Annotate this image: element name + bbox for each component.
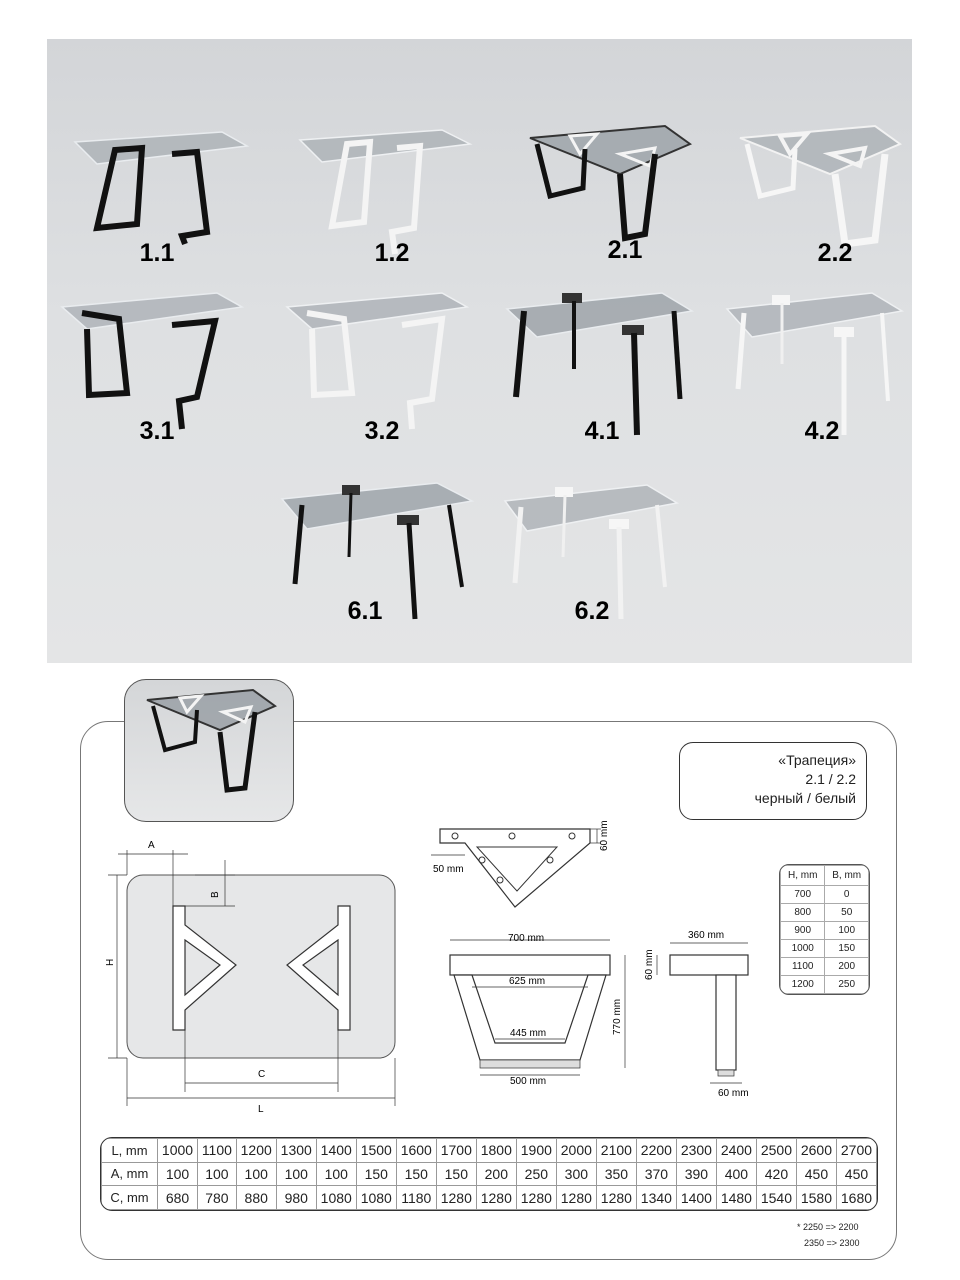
size-cell: 1400 (316, 1139, 356, 1163)
table-model-1-1[interactable] (57, 124, 257, 299)
size-cell: 150 (436, 1162, 476, 1186)
size-cell: 1400 (676, 1186, 716, 1210)
frame-dim-700: 700 mm (508, 933, 545, 944)
table-row (781, 940, 869, 958)
size-cell: 1280 (436, 1186, 476, 1210)
side-dim-60-bottom: 60 mm (718, 1088, 749, 1099)
model-label: 4.1 (584, 417, 620, 445)
hb-cell: 1000 (781, 940, 825, 958)
hb-grid (780, 865, 869, 994)
frame-dim-625: 625 mm (509, 976, 546, 987)
size-cell: 1280 (596, 1186, 636, 1210)
size-cell: 1300 (276, 1139, 316, 1163)
size-cell: 1480 (716, 1186, 756, 1210)
size-cell: 2300 (676, 1139, 716, 1163)
size-cell: 1700 (436, 1139, 476, 1163)
product-colors: черный / белый (754, 790, 856, 806)
hb-cell: 800 (781, 904, 825, 922)
hb-cell: 0 (825, 886, 869, 904)
table-row (781, 904, 869, 922)
side-dim-360: 360 mm (688, 930, 725, 941)
table-1-1-illustration (57, 124, 257, 299)
product-codes: 2.1 / 2.2 (805, 771, 856, 787)
size-row-head: L, mm (102, 1139, 158, 1163)
size-cell: 1500 (356, 1139, 396, 1163)
label-b: B (210, 891, 221, 898)
table-2-1-illustration (525, 124, 725, 299)
label-a: A (148, 840, 155, 851)
table-model-1-2[interactable] (292, 124, 492, 299)
frame-side-view-drawing (640, 925, 760, 1105)
size-cell: 980 (276, 1186, 316, 1210)
hb-cell: 900 (781, 922, 825, 940)
model-label: 1.1 (139, 239, 175, 267)
size-cell: 1280 (516, 1186, 556, 1210)
size-cell: 450 (796, 1162, 836, 1186)
size-cell: 300 (556, 1162, 596, 1186)
size-cell: 100 (198, 1162, 237, 1186)
size-cell: 1280 (476, 1186, 516, 1210)
model-label: 4.2 (804, 417, 840, 445)
size-cell: 450 (836, 1162, 876, 1186)
footnote-1: * 2250 => 2200 (797, 1222, 859, 1232)
model-label: 2.2 (817, 239, 853, 267)
size-cell: 390 (676, 1162, 716, 1186)
size-cell: 780 (198, 1186, 237, 1210)
size-cell: 100 (276, 1162, 316, 1186)
size-cell: 1900 (516, 1139, 556, 1163)
table-1-2-illustration (292, 124, 492, 299)
size-cell: 880 (236, 1186, 276, 1210)
product-name: «Трапеция» (778, 752, 856, 768)
plate-dim-50: 50 mm (433, 864, 464, 875)
hb-cell: 200 (825, 958, 869, 976)
side-dim-60-top: 60 mm (644, 949, 655, 980)
frame-front-view-drawing (440, 925, 640, 1090)
size-cell: 1180 (396, 1186, 436, 1210)
size-cell: 2100 (596, 1139, 636, 1163)
table-model-3-1[interactable] (57, 289, 257, 464)
model-label: 3.1 (139, 417, 175, 445)
table-6-1-illustration (277, 479, 477, 654)
table-model-3-2[interactable] (282, 289, 482, 464)
size-cell: 1080 (316, 1186, 356, 1210)
size-cell: 1080 (356, 1186, 396, 1210)
hb-cell: 50 (825, 904, 869, 922)
size-cell: 150 (356, 1162, 396, 1186)
size-cell: 100 (158, 1162, 198, 1186)
hb-cell: 150 (825, 940, 869, 958)
catalog-panel (47, 39, 912, 663)
label-l: L (258, 1104, 264, 1115)
table-model-2-1[interactable] (525, 124, 725, 299)
size-grid (101, 1138, 877, 1210)
size-cell: 250 (516, 1162, 556, 1186)
size-cell: 2200 (636, 1139, 676, 1163)
hb-cell: 1100 (781, 958, 825, 976)
size-cell: 150 (396, 1162, 436, 1186)
hb-cell: 100 (825, 922, 869, 940)
size-cell: 1280 (556, 1186, 596, 1210)
product-title-box (679, 742, 867, 820)
table-row (781, 976, 869, 994)
top-view-drawing (100, 830, 410, 1120)
frame-dim-770: 770 mm (612, 998, 623, 1035)
footnote-2: 2350 => 2300 (804, 1238, 860, 1248)
label-h: H (105, 958, 116, 966)
size-cell: 1000 (158, 1139, 198, 1163)
size-cell: 350 (596, 1162, 636, 1186)
table-6-2-illustration (497, 479, 697, 654)
table-model-6-1[interactable] (277, 479, 477, 654)
height-b-table (779, 864, 870, 995)
frame-dim-445: 445 mm (510, 1028, 547, 1039)
mounting-plate-drawing (425, 815, 615, 915)
size-cell: 2000 (556, 1139, 596, 1163)
size-cell: 1580 (796, 1186, 836, 1210)
size-cell: 2400 (716, 1139, 756, 1163)
size-cell: 420 (756, 1162, 796, 1186)
hb-header-h: H, mm (781, 866, 825, 886)
table-model-2-2[interactable] (735, 124, 935, 299)
size-table (100, 1137, 878, 1211)
model-label: 1.2 (374, 239, 410, 267)
size-cell: 1800 (476, 1139, 516, 1163)
hb-cell: 700 (781, 886, 825, 904)
table-row (102, 1162, 877, 1186)
size-cell: 680 (158, 1186, 198, 1210)
size-cell: 1540 (756, 1186, 796, 1210)
size-cell: 1100 (198, 1139, 237, 1163)
plate-dim-60: 60 mm (599, 820, 610, 851)
table-model-4-2[interactable] (722, 289, 922, 464)
table-row (781, 886, 869, 904)
size-cell: 1680 (836, 1186, 876, 1210)
size-cell: 370 (636, 1162, 676, 1186)
frame-dim-500: 500 mm (510, 1076, 547, 1087)
label-c: C (258, 1069, 266, 1080)
table-2-2-illustration (735, 124, 935, 299)
size-cell: 200 (476, 1162, 516, 1186)
table-row (102, 1139, 877, 1163)
hb-cell: 1200 (781, 976, 825, 994)
model-label: 2.1 (607, 236, 643, 264)
hb-header-b: B, mm (825, 866, 869, 886)
model-label: 6.1 (347, 597, 383, 625)
table-row (781, 958, 869, 976)
table-row (102, 1186, 877, 1210)
size-cell: 2600 (796, 1139, 836, 1163)
product-thumbnail (124, 679, 294, 822)
size-cell: 100 (236, 1162, 276, 1186)
table-2-1-thumbnail-illustration (125, 680, 293, 821)
size-cell: 1200 (236, 1139, 276, 1163)
size-cell: 2700 (836, 1139, 876, 1163)
size-row-head: A, mm (102, 1162, 158, 1186)
size-cell: 1340 (636, 1186, 676, 1210)
size-row-head: C, mm (102, 1186, 158, 1210)
hb-cell: 250 (825, 976, 869, 994)
table-row (781, 922, 869, 940)
table-model-4-1[interactable] (502, 289, 702, 464)
size-cell: 100 (316, 1162, 356, 1186)
size-cell: 2500 (756, 1139, 796, 1163)
size-cell: 1600 (396, 1139, 436, 1163)
model-label: 3.2 (364, 417, 400, 445)
model-label: 6.2 (574, 597, 610, 625)
size-cell: 400 (716, 1162, 756, 1186)
table-model-6-2[interactable] (497, 479, 697, 654)
